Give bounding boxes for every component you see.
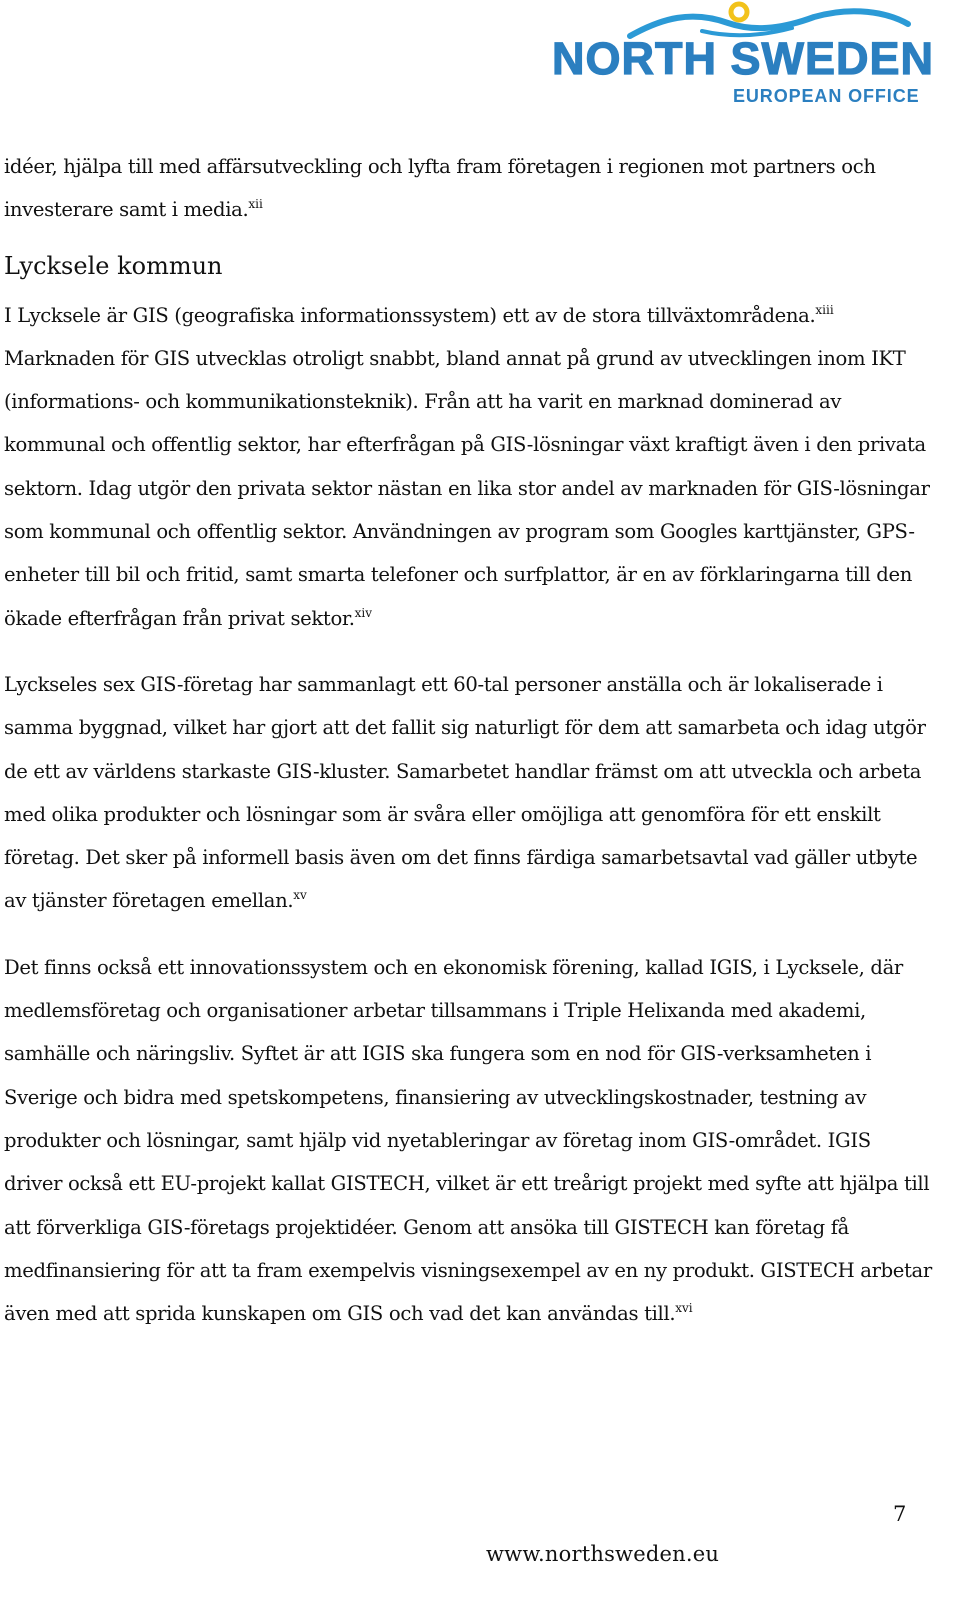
- section-heading: Lycksele kommun: [4, 251, 223, 280]
- logo-title: NORTH SWEDEN: [552, 33, 934, 84]
- intro-text: idéer, hjälpa till med affärsutveckling och lyfta fram företagen i regionen mot partners och investerare samt i media.: [4, 155, 876, 222]
- endnote-xvi: xvi: [675, 1301, 693, 1316]
- logo-subtitle: EUROPEAN OFFICE: [733, 86, 920, 106]
- paragraph-gis-companies: [4, 663, 934, 923]
- intro-paragraph: [4, 145, 934, 232]
- footer-website-link[interactable]: www.northsweden.eu: [486, 1542, 720, 1566]
- endnote-xiv: xiv: [354, 605, 373, 620]
- paragraph-text-continued: Marknaden för GIS utvecklas otroligt snabbt, bland annat på grund av utvecklingen inom IKT (informations- och kommunikationsteknik). Från att ha varit en marknad dominerad av kommunal och offentlig sektor, har efterfrågan på GIS-lösningar växt kraftigt även i den privata sektorn. Idag utgör den privata sektor nästan en lika stor andel av marknaden för GIS-lösningar som kommunal och offentlig sektor. Användningen av program som Googles karttjänster, GPS-enheter till bil och fritid, samt smarta telefoner och surfplattor, är en av förklaringarna till den ökade efterfrågan från privat sektor.: [4, 346, 930, 630]
- paragraph-gis-market: [4, 294, 934, 640]
- logo-sun-icon: [731, 4, 747, 20]
- paragraph-text: Lyckseles sex GIS-företag har sammanlagt ett 60-tal personer anställa och är lokaliserade i samma byggnad, vilket har gjort att det fallit sig naturligt för dem att samarbeta och idag utgör de ett av världens starkaste GIS-kluster. Samarbetet handlar främst om att utveckla och arbeta med olika produkter och lösningar som är svåra eller omöjliga att genomföra för ett enskilt företag. Det sker på informell basis även om det finns färdiga samarbetsavtal vad gäller utbyte av tjänster företagen emellan.: [4, 672, 926, 913]
- north-sweden-logo: [552, 0, 932, 112]
- document-body: [4, 145, 934, 1335]
- endnote-xiii: xiii: [815, 302, 834, 317]
- page-number: 7: [893, 1502, 907, 1526]
- endnote-xv: xv: [293, 888, 307, 903]
- paragraph-text: Det finns också ett innovationssystem och en ekonomisk förening, kallad IGIS, i Lycksele, där medlemsföretag och organisationer arbetar tillsammans i Triple Helixanda med akademi, samhälle och näringsliv. Syftet är att IGIS ska fungera som en nod för GIS-verksamheten i Sverige och bidra med spetskompetens, finansiering av utvecklingskostnader, testning av produkter och lösningar, samt hjälp vid nyetableringar av företag inom GIS-området. IGIS driver också ett EU-projekt kallat GISTECH, vilket är ett treårigt projekt med syfte att hjälpa till att förverkliga GIS-företags projektidéer. Genom att ansöka till GISTECH kan företag få medfinansiering för att ta fram exempelvis visningsexempel av en ny produkt. GISTECH arbetar även med att sprida kunskapen om GIS och vad det kan användas till.: [4, 955, 932, 1326]
- endnote-xii: xii: [248, 197, 263, 212]
- paragraph-text: I Lycksele är GIS (geografiska informationssystem) ett av de stora tillväxtområdena.: [4, 303, 816, 327]
- paragraph-igis: [4, 946, 934, 1336]
